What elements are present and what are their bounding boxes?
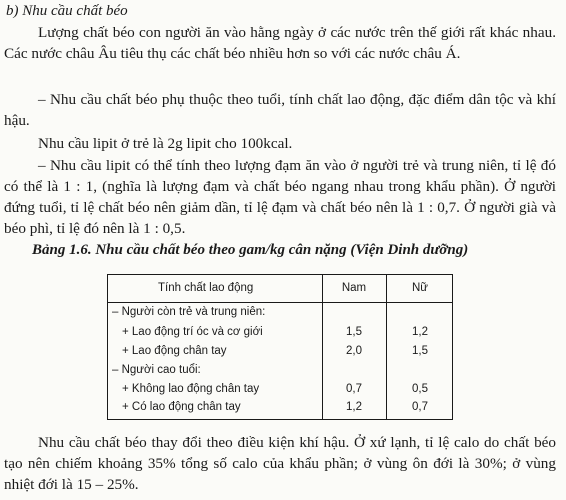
table-caption: Bảng 1.6. Nhu cầu chất béo theo gam/kg cân nặng (Viện Dinh dưỡng) (32, 242, 469, 258)
section-heading: b) Nhu cầu chất béo (6, 3, 128, 19)
paragraph-climate: Nhu cầu chất béo thay đổi theo điều kiện khí hậu. Ở xứ lạnh, tỉ lệ calo do chất béo tạo nên chiếm khoảng 35% tổng số calo của khẩu phần; ở vùng ôn đới là 30%; ở vùng nhiệt đới là 15 – 25%. (4, 434, 556, 493)
paragraph-child-lipid: Nhu cầu lipit ở trẻ là 2g lipit cho 100kcal. (38, 135, 293, 152)
paragraph-fat-consumption: Lượng chất béo con người ăn vào hằng ngày ở các nước trên thế giới rất khác nhau. Các nước châu Âu tiêu thụ các chất béo nhiều hơn so với các nước châu Á. (4, 24, 556, 62)
paragraph-lipid-ratio: – Nhu cầu lipit có thể tính theo lượng đạm ăn vào ở người trẻ và trung niên, tỉ lệ đó có thể là 1 : 1, (nghĩa là lượng đạm và chất béo ngang nhau trong khẩu phần). Ở người đứng tuổi, tỉ lệ chất béo nên giảm dần, tỉ lệ đạm và chất béo nên là 1 : 0,7. Ở người già và béo phì, tỉ lệ đó nên là 1 : 0,5. (4, 157, 556, 237)
table-cell-female: 1,5 (412, 345, 428, 357)
table-cell-label: + Không lao động chân tay (122, 383, 260, 395)
table-row (108, 306, 452, 325)
table-row (108, 326, 452, 345)
table-cell-male: 2,0 (346, 345, 362, 357)
table-row (108, 383, 452, 402)
table-row (108, 401, 452, 420)
table-cell-label: – Người cao tuổi: (112, 364, 201, 376)
table-header-male: Nam (341, 282, 367, 294)
table-cell-label: + Lao động trí óc và cơ giới (122, 326, 263, 338)
table-cell-male: 1,5 (346, 326, 362, 338)
table-header-row (108, 275, 452, 303)
table-header-female: Nữ (411, 282, 428, 294)
table-header-labor: Tính chất lao động (158, 282, 254, 294)
table-cell-label: – Người còn trẻ và trung niên: (112, 306, 266, 318)
table-cell-label: + Có lao động chân tay (122, 401, 241, 413)
table-cell-female: 0,5 (412, 383, 428, 395)
table-cell-male: 0,7 (346, 383, 362, 395)
table-cell-label: + Lao động chân tay (122, 345, 227, 357)
fat-needs-table (107, 274, 453, 420)
table-row (108, 364, 452, 383)
table-cell-male: 1,2 (346, 401, 362, 413)
paragraph-fat-factors: – Nhu cầu chất béo phụ thuộc theo tuổi, tính chất lao động, đặc điểm dân tộc và khí hậu. (4, 91, 556, 129)
table-cell-female: 0,7 (412, 401, 428, 413)
table-cell-female: 1,2 (412, 326, 428, 338)
table-row (108, 345, 452, 364)
